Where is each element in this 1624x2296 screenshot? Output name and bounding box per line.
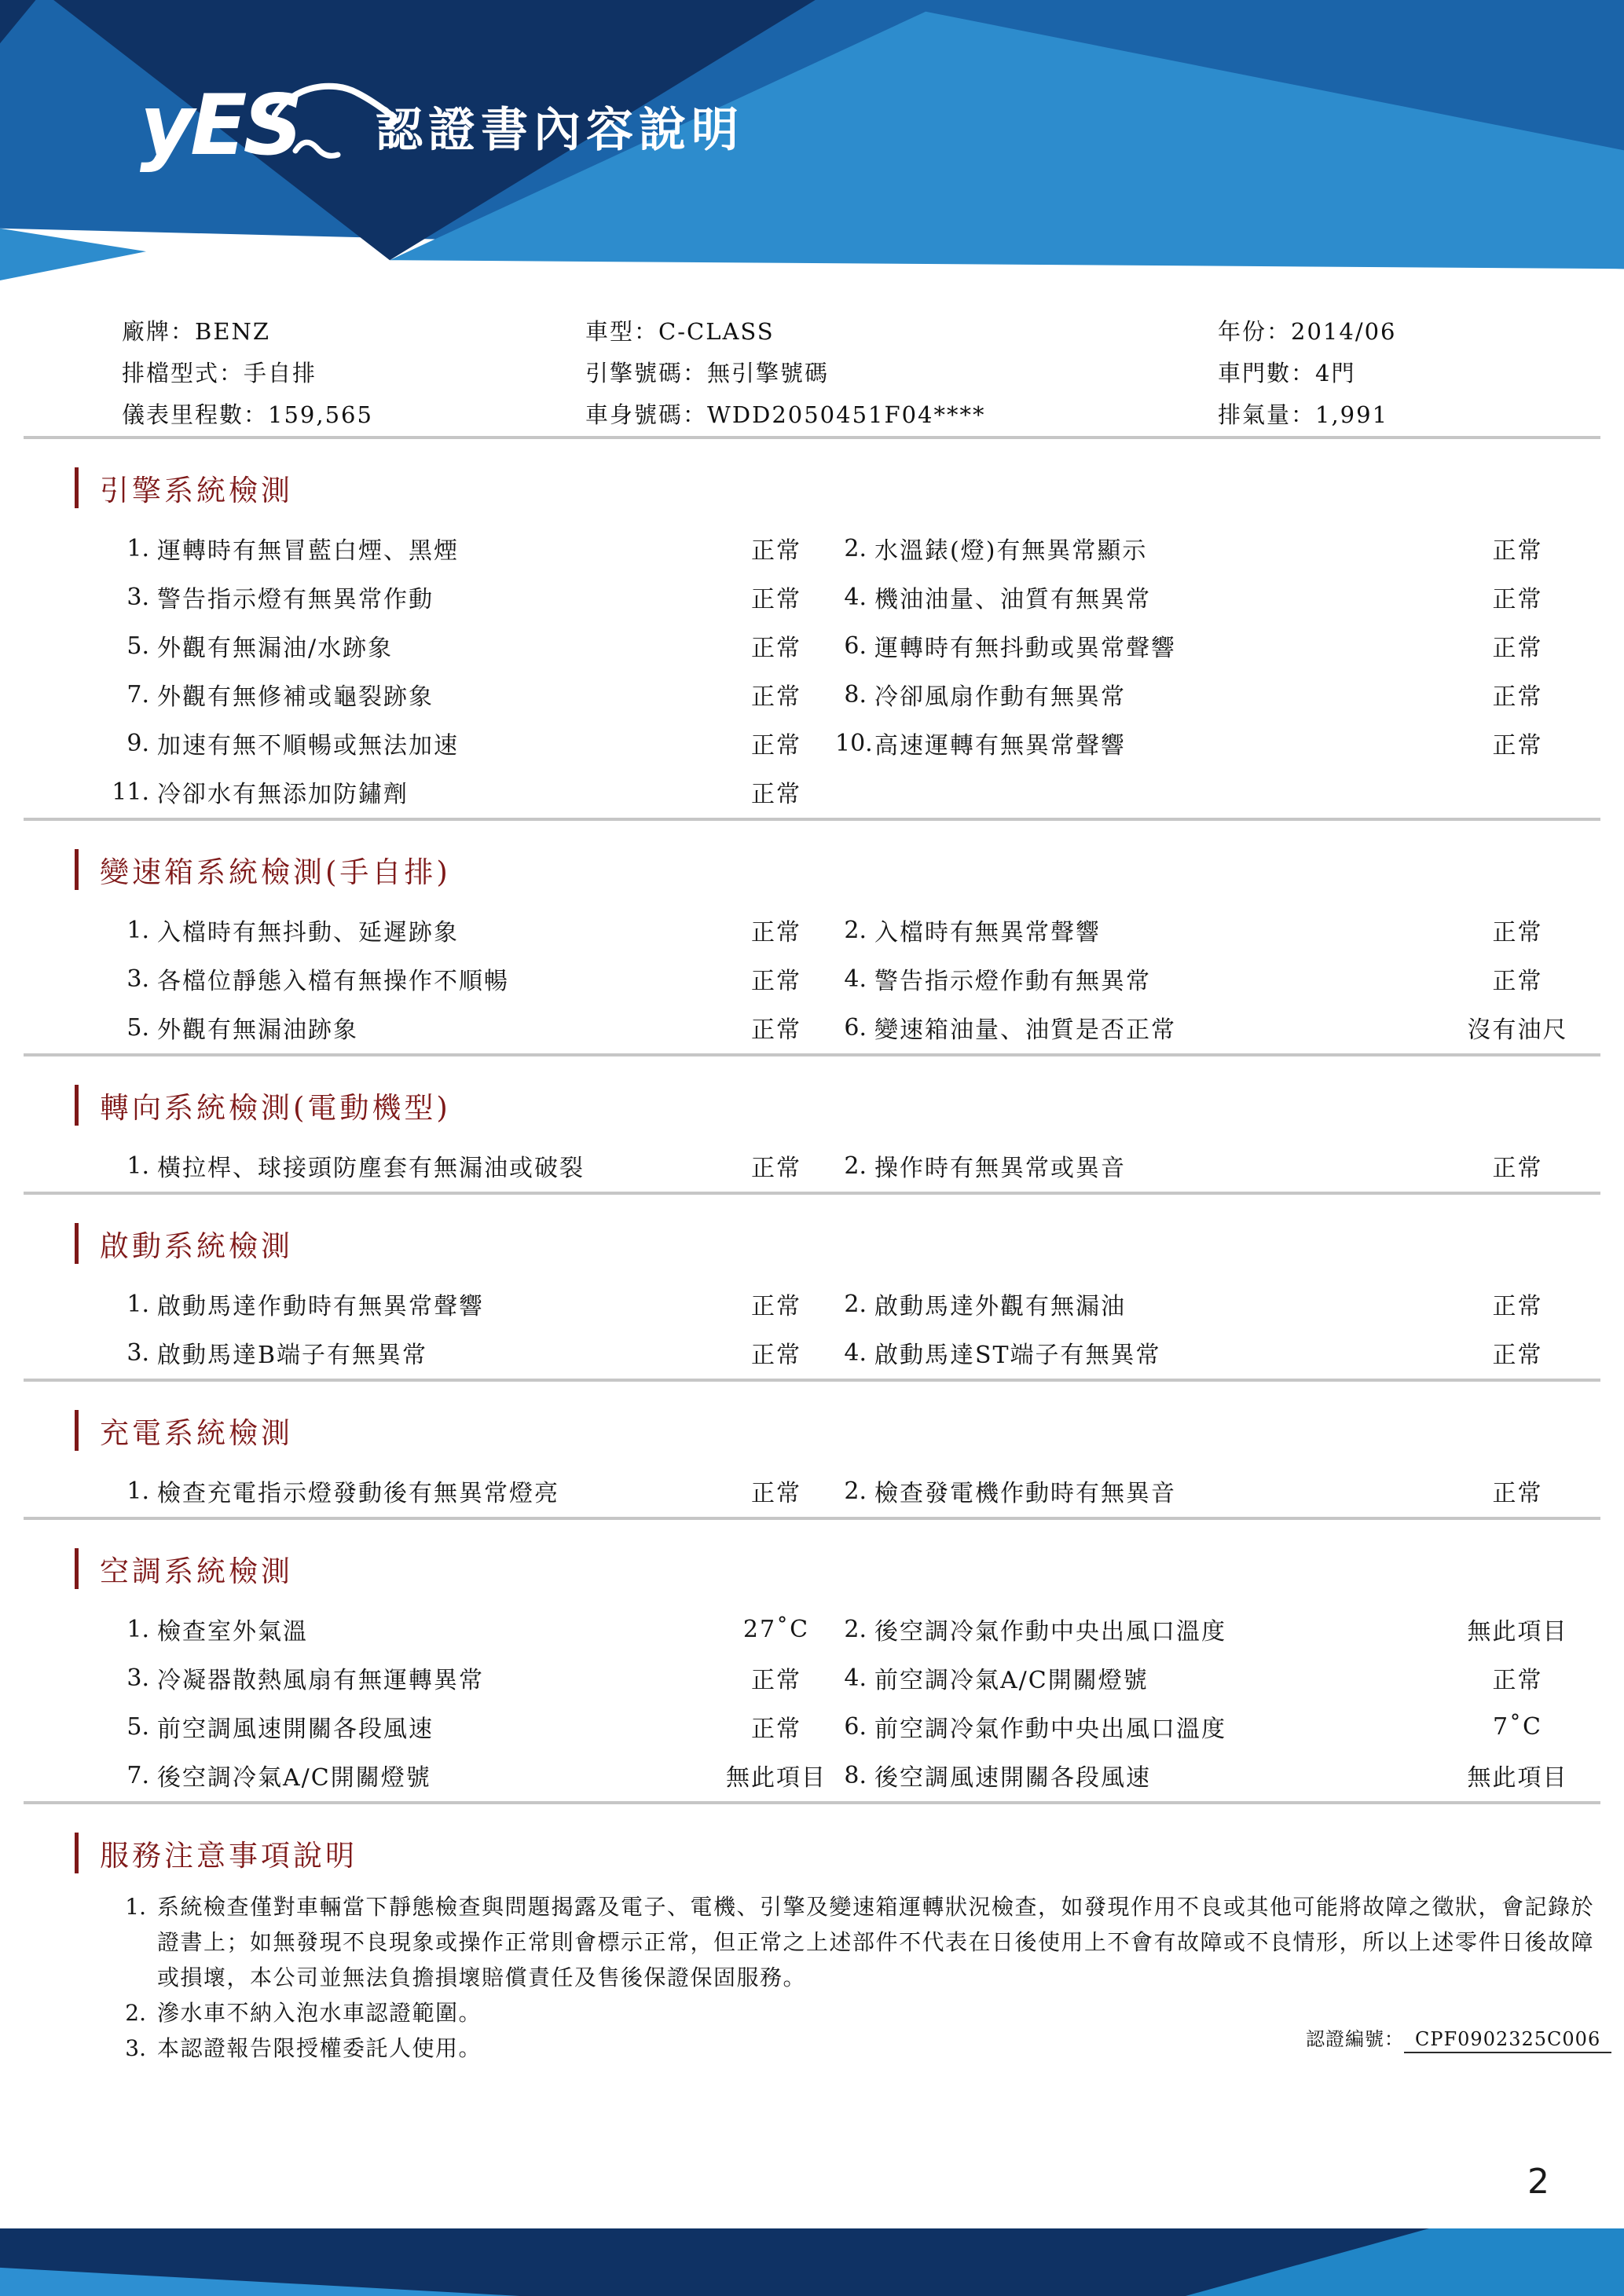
item-number: 10. — [835, 729, 873, 757]
section-heading-text: 充電系統檢測 — [100, 1416, 293, 1450]
vehicle-info — [24, 289, 1600, 434]
info-label: 引擎號碼： — [585, 360, 708, 386]
item-result: 正常 — [1492, 1667, 1543, 1694]
item-result: 正常 — [751, 1667, 801, 1694]
inspection-row — [0, 954, 1624, 1003]
item-label: 入檔時有無抖動、延遲跡象 — [157, 919, 459, 947]
report-body — [0, 289, 1624, 2066]
section-heading — [75, 849, 1624, 890]
info-label: 車型： — [585, 318, 659, 345]
item-result: 正常 — [751, 781, 801, 808]
section-rows — [0, 1605, 1624, 1800]
item-number: 1. — [126, 916, 149, 944]
info-value: 4門 — [1315, 360, 1356, 386]
cert-number: CPF0902325C006 — [1404, 2028, 1611, 2053]
separator-line — [24, 818, 1600, 821]
note-number: 2. — [125, 2000, 146, 2026]
info-label: 廠牌： — [122, 318, 196, 345]
item-number: 3. — [126, 965, 149, 993]
item-result: 正常 — [1492, 919, 1543, 947]
inspection-row — [0, 1003, 1624, 1052]
item-label: 冷凝器散熱風扇有無運轉異常 — [157, 1667, 484, 1694]
item-result: 正常 — [1492, 968, 1543, 995]
separator-line — [24, 1379, 1600, 1382]
item-result: 正常 — [1492, 1342, 1543, 1369]
logo-car-icon — [140, 72, 407, 174]
section-heading-text: 轉向系統檢測(電動機型) — [100, 1091, 451, 1125]
item-result: 正常 — [751, 1155, 801, 1182]
separator-line — [24, 1801, 1600, 1804]
item-number: 5. — [126, 632, 149, 660]
item-number: 8. — [844, 680, 867, 709]
item-label: 啟動馬達B端子有無異常 — [157, 1342, 428, 1369]
item-label: 冷卻水有無添加防鏽劑 — [157, 781, 409, 808]
item-result: 27˚C — [742, 1615, 810, 1643]
item-number: 4. — [844, 583, 867, 611]
item-label: 機油油量、油質有無異常 — [874, 586, 1151, 613]
page-title: 認證書內容說明 — [376, 103, 744, 158]
item-number: 3. — [126, 583, 149, 611]
note-text: 系統檢查僅對車輛當下靜態檢查與問題揭露及電子、電機、引擎及變速箱運轉狀況檢查，如發現作用不良或其他可能將故障之徵狀，會記錄於證書上；如無發現不良現象或操作正常則會標示正常，但正常之上述部件不代表在日後使用上不會有故障或不良情形，所以上述零件日後故障或損壞，本公司並無法負擔損壞賠償責任及售後保證保固服務。 — [157, 1894, 1595, 1990]
info-label: 車門數： — [1218, 360, 1316, 386]
inspection-row — [0, 1280, 1624, 1328]
item-label: 操作時有無異常或異音 — [874, 1155, 1126, 1182]
item-result: 無此項目 — [1467, 1764, 1568, 1792]
item-result: 正常 — [751, 1716, 801, 1743]
item-label: 警告指示燈作動有無異常 — [874, 968, 1151, 995]
item-result: 正常 — [751, 1293, 801, 1320]
item-number: 7. — [126, 680, 149, 709]
item-result: 正常 — [1492, 537, 1543, 565]
item-number: 5. — [126, 1712, 149, 1741]
item-number: 2. — [844, 534, 867, 562]
note-item — [0, 1889, 1624, 1995]
item-label: 後空調冷氣A/C開關燈號 — [157, 1764, 431, 1792]
section-heading-text: 空調系統檢測 — [100, 1554, 293, 1588]
inspection-row — [0, 524, 1624, 573]
info-value: WDD2050451F04**** — [707, 401, 986, 428]
cert-label: 認證編號： — [1306, 2028, 1404, 2050]
inspection-row — [0, 1605, 1624, 1653]
item-label: 檢查充電指示燈發動後有無異常燈亮 — [157, 1480, 559, 1507]
inspection-row — [0, 573, 1624, 621]
item-number: 3. — [126, 1664, 149, 1692]
section-heading — [75, 1085, 1624, 1126]
item-label: 啟動馬達作動時有無異常聲響 — [157, 1293, 484, 1320]
info-field — [122, 397, 585, 430]
info-field — [122, 314, 585, 346]
item-number: 2. — [844, 1152, 867, 1180]
note-number: 1. — [125, 1894, 146, 1920]
info-field — [1218, 397, 1600, 430]
inspection-row — [0, 670, 1624, 719]
item-result: 正常 — [751, 732, 801, 760]
item-number: 3. — [126, 1338, 149, 1367]
item-result: 正常 — [751, 1342, 801, 1369]
item-result: 無此項目 — [726, 1764, 827, 1792]
item-result: 7˚C — [1492, 1712, 1543, 1741]
info-value: 2014/06 — [1291, 318, 1397, 345]
item-number: 9. — [126, 729, 149, 757]
separator-line — [24, 436, 1600, 439]
item-label: 運轉時有無冒藍白煙、黑煙 — [157, 537, 459, 565]
item-number: 6. — [844, 1712, 867, 1741]
section-heading — [75, 467, 1624, 508]
item-result: 正常 — [751, 537, 801, 565]
header-banner — [0, 0, 1624, 289]
info-field — [585, 356, 1218, 388]
info-label: 年份： — [1218, 318, 1292, 345]
info-value: BENZ — [195, 318, 271, 345]
certificate-number-row — [1306, 2023, 1611, 2051]
vehicle-info-row — [24, 393, 1600, 434]
item-label: 各檔位靜態入檔有無操作不順暢 — [157, 968, 509, 995]
inspection-row — [0, 719, 1624, 767]
footer-band — [0, 2228, 1624, 2296]
item-result: 正常 — [1492, 1155, 1543, 1182]
section-rows — [0, 1141, 1624, 1190]
info-field — [122, 356, 585, 388]
inspection-row — [0, 1141, 1624, 1190]
item-label: 前空調冷氣A/C開關燈號 — [874, 1667, 1149, 1694]
item-label: 檢查發電機作動時有無異音 — [874, 1480, 1176, 1507]
item-result: 正常 — [1492, 1293, 1543, 1320]
item-label: 啟動馬達ST端子有無異常 — [874, 1342, 1161, 1369]
item-label: 外觀有無修補或龜裂跡象 — [157, 683, 434, 711]
item-label: 運轉時有無抖動或異常聲響 — [874, 635, 1176, 662]
item-number: 5. — [126, 1013, 149, 1042]
info-field — [585, 314, 1218, 346]
item-result: 正常 — [751, 586, 801, 613]
info-label: 儀表里程數： — [122, 401, 269, 428]
item-label: 啟動馬達外觀有無漏油 — [874, 1293, 1126, 1320]
separator-line — [24, 1053, 1600, 1056]
item-label: 加速有無不順暢或無法加速 — [157, 732, 459, 760]
item-label: 外觀有無漏油跡象 — [157, 1016, 358, 1044]
item-number: 2. — [844, 1290, 867, 1318]
item-label: 後空調冷氣作動中央出風口溫度 — [874, 1618, 1226, 1646]
item-number: 1. — [126, 534, 149, 562]
separator-line — [24, 1517, 1600, 1520]
item-number: 6. — [844, 1013, 867, 1042]
item-result: 正常 — [751, 1480, 801, 1507]
section-rows — [0, 1280, 1624, 1377]
item-label: 水溫錶(燈)有無異常顯示 — [874, 537, 1148, 565]
item-result: 正常 — [1492, 732, 1543, 760]
info-value: 1,991 — [1315, 401, 1389, 428]
item-label: 警告指示燈有無異常作動 — [157, 586, 434, 613]
page-number: 2 — [1527, 2162, 1549, 2202]
item-result: 沒有油尺 — [1467, 1016, 1568, 1044]
item-number: 1. — [126, 1615, 149, 1643]
yes-logo — [140, 72, 407, 178]
item-number: 7. — [126, 1761, 149, 1789]
info-value: 159,565 — [268, 401, 373, 428]
inspection-row — [0, 906, 1624, 954]
inspection-row — [0, 621, 1624, 670]
inspection-row — [0, 1702, 1624, 1751]
item-result: 正常 — [751, 919, 801, 947]
note-number: 3. — [125, 2035, 146, 2061]
info-value: 手自排 — [244, 360, 317, 386]
item-number: 1. — [126, 1477, 149, 1505]
item-label: 檢查室外氣溫 — [157, 1618, 308, 1646]
logo-text: yES — [140, 77, 299, 174]
item-result: 正常 — [1492, 1480, 1543, 1507]
section-heading-text: 引擎系統檢測 — [100, 474, 293, 507]
item-result: 正常 — [1492, 586, 1543, 613]
item-result: 正常 — [751, 968, 801, 995]
inspection-row — [0, 1467, 1624, 1515]
item-label: 冷卻風扇作動有無異常 — [874, 683, 1126, 711]
vehicle-info-row — [24, 351, 1600, 393]
item-result: 無此項目 — [1467, 1618, 1568, 1646]
info-value: C-CLASS — [658, 318, 775, 345]
section-heading — [75, 1223, 1624, 1264]
info-field — [1218, 356, 1600, 388]
notes-heading — [75, 1833, 1624, 1873]
item-label: 後空調風速開關各段風速 — [874, 1764, 1151, 1792]
item-result: 正常 — [1492, 683, 1543, 711]
section-rows — [0, 524, 1624, 816]
item-number: 1. — [126, 1290, 149, 1318]
item-result: 正常 — [751, 635, 801, 662]
item-number: 1. — [126, 1152, 149, 1180]
notes-heading-text: 服務注意事項說明 — [100, 1839, 357, 1873]
item-label: 橫拉桿、球接頭防塵套有無漏油或破裂 — [157, 1155, 585, 1182]
item-label: 高速運轉有無異常聲響 — [874, 732, 1126, 760]
info-field — [1218, 314, 1600, 346]
section-rows — [0, 1467, 1624, 1515]
item-number: 4. — [844, 965, 867, 993]
item-number: 8. — [844, 1761, 867, 1789]
item-result: 正常 — [751, 1016, 801, 1044]
item-number: 2. — [844, 1615, 867, 1643]
item-label: 變速箱油量、油質是否正常 — [874, 1016, 1176, 1044]
item-number: 6. — [844, 632, 867, 660]
note-text: 滲水車不納入泡水車認證範圍。 — [157, 2000, 482, 2026]
item-result: 正常 — [751, 683, 801, 711]
info-field — [585, 397, 1218, 430]
section-heading — [75, 1410, 1624, 1451]
item-number: 2. — [844, 916, 867, 944]
inspection-row — [0, 767, 1624, 816]
info-label: 排氣量： — [1218, 401, 1316, 428]
item-label: 外觀有無漏油/水跡象 — [157, 635, 394, 662]
info-value: 無引擎號碼 — [707, 360, 830, 386]
section-heading-text: 啟動系統檢測 — [100, 1229, 293, 1263]
inspection-row — [0, 1328, 1624, 1377]
section-heading — [75, 1548, 1624, 1589]
inspection-row — [0, 1751, 1624, 1800]
section-heading-text: 變速箱系統檢測(手自排) — [100, 855, 451, 889]
item-label: 前空調風速開關各段風速 — [157, 1716, 434, 1743]
item-number: 4. — [844, 1664, 867, 1692]
item-label: 前空調冷氣作動中央出風口溫度 — [874, 1716, 1226, 1743]
item-number: 2. — [844, 1477, 867, 1505]
separator-line — [24, 1192, 1600, 1195]
info-label: 排檔型式： — [122, 360, 244, 386]
inspection-row — [0, 1653, 1624, 1702]
item-number: 11. — [112, 778, 149, 806]
item-label: 入檔時有無異常聲響 — [874, 919, 1101, 947]
vehicle-info-row — [24, 309, 1600, 351]
item-result: 正常 — [1492, 635, 1543, 662]
item-number: 4. — [844, 1338, 867, 1367]
info-label: 車身號碼： — [585, 401, 708, 428]
section-rows — [0, 906, 1624, 1052]
note-text: 本認證報告限授權委託人使用。 — [157, 2035, 482, 2061]
